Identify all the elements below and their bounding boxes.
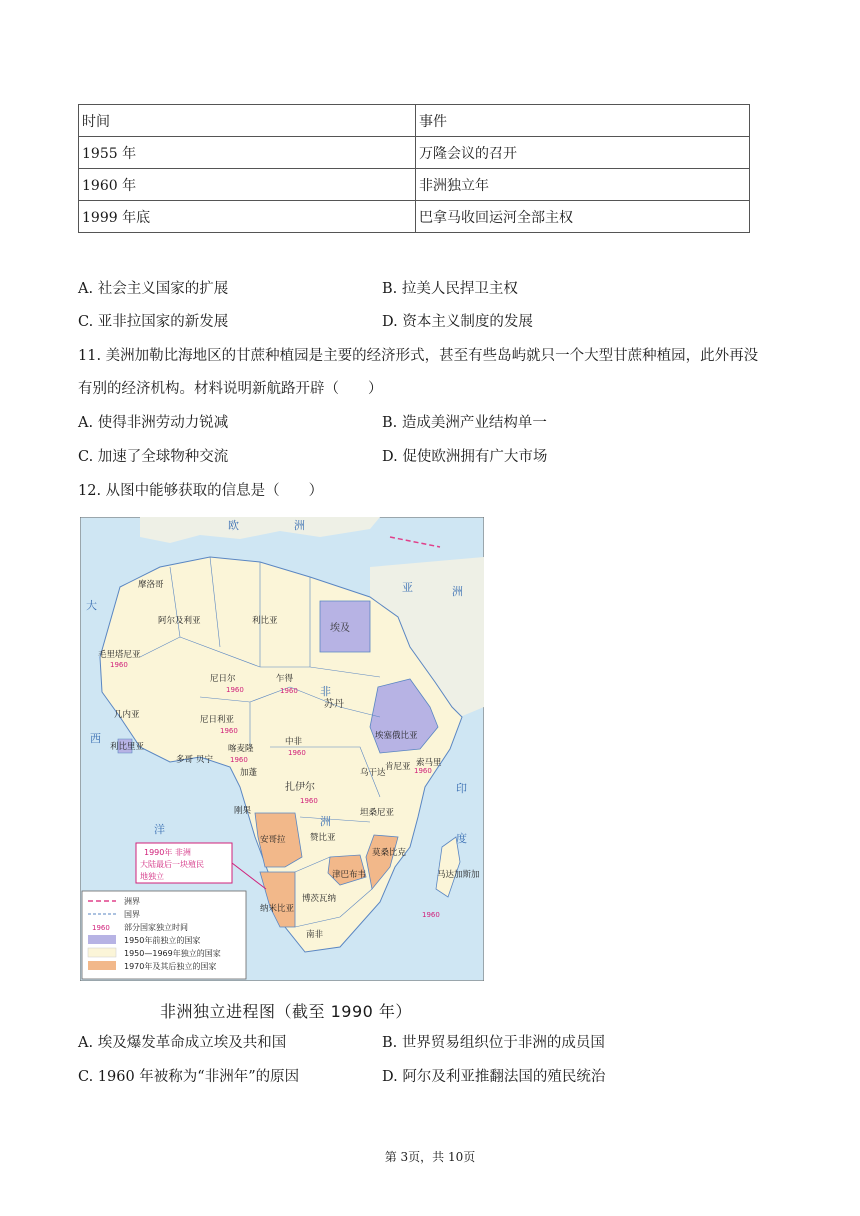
map-country-niger: 尼日尔 bbox=[210, 674, 236, 684]
legend-year-sample: 1960 bbox=[92, 924, 110, 932]
map-year-nigeria: 1960 bbox=[220, 727, 238, 735]
map-label-atlantic-3: 洋 bbox=[154, 823, 165, 836]
q11-option-c[interactable]: C. 加速了全球物种交流 bbox=[78, 449, 229, 465]
map-year-mauritania: 1960 bbox=[110, 661, 128, 669]
table-header-cell: 事件 bbox=[416, 105, 750, 137]
map-year-niger: 1960 bbox=[226, 686, 244, 694]
q12-option-a[interactable]: A. 埃及爆发革命成立埃及共和国 bbox=[78, 1035, 287, 1051]
table-row bbox=[79, 201, 750, 233]
table-row bbox=[79, 169, 750, 201]
map-label-europe-1: 欧 bbox=[228, 519, 239, 532]
map-callout-line2: 大陆最后一块殖民 bbox=[140, 860, 204, 869]
legend-label-1950-69: 1950—1969年独立的国家 bbox=[124, 949, 221, 958]
map-year-madagascar: 1960 bbox=[422, 911, 440, 919]
q10-option-b[interactable]: B. 拉美人民捍卫主权 bbox=[382, 281, 518, 297]
map-year-zaire: 1960 bbox=[300, 797, 318, 805]
map-country-mauritania: 毛里塔尼亚 bbox=[98, 650, 141, 660]
map-caption: 非洲独立进程图（截至 1990 年） bbox=[160, 1002, 412, 1021]
q11-option-d[interactable]: D. 促使欧洲拥有广大市场 bbox=[382, 449, 548, 465]
map-country-central: 中非 bbox=[285, 737, 303, 747]
map-label-africa-1: 非 bbox=[320, 685, 331, 698]
map-label-africa-2: 洲 bbox=[320, 815, 331, 828]
map-country-south-africa: 南非 bbox=[306, 930, 324, 940]
table-cell: 非洲独立年 bbox=[416, 169, 750, 201]
table-cell: 1955 年 bbox=[79, 137, 416, 169]
map-country-sudan: 苏丹 bbox=[324, 699, 344, 710]
q11-option-a[interactable]: A. 使得非洲劳动力锐减 bbox=[78, 415, 229, 431]
map-country-somalia: 索马里 bbox=[416, 758, 442, 768]
map-callout-line3: 地独立 bbox=[140, 872, 164, 881]
map-country-liberia: 利比里亚 bbox=[110, 742, 145, 752]
map-year-cameroon: 1960 bbox=[230, 756, 248, 764]
table-cell: 1999 年底 bbox=[79, 201, 416, 233]
map-country-zimbabwe: 津巴布韦 bbox=[332, 870, 367, 880]
map-country-angola: 安哥拉 bbox=[260, 835, 286, 845]
map-country-zambia: 赞比亚 bbox=[310, 833, 336, 843]
q11-stem-line1: 11. 美洲加勒比海地区的甘蔗种植园是主要的经济形式，甚至有些岛屿就只一个大型甘蔗种植园，此外再没 bbox=[78, 348, 759, 364]
legend-label-pre1950: 1950年前独立的国家 bbox=[124, 936, 201, 945]
table-header-cell: 时间 bbox=[79, 105, 416, 137]
q12-option-d[interactable]: D. 阿尔及利亚推翻法国的殖民统治 bbox=[382, 1069, 606, 1085]
events-table bbox=[78, 104, 750, 233]
map-year-chad: 1960 bbox=[280, 687, 298, 695]
map-country-guinea: 几内亚 bbox=[114, 710, 140, 720]
page-footer: 第 3页，共 10页 bbox=[384, 1150, 476, 1164]
table-header-row bbox=[79, 105, 750, 137]
q11-stem-line2: 有别的经济机构。材料说明新航路开辟（ ） bbox=[78, 381, 383, 397]
map-country-zaire: 扎伊尔 bbox=[285, 782, 315, 793]
map-country-uganda: 乌干达 bbox=[360, 768, 386, 778]
map-country-nigeria: 尼日利亚 bbox=[200, 715, 235, 725]
map-label-asia-1: 亚 bbox=[402, 581, 413, 594]
map-country-tanzania: 坦桑尼亚 bbox=[360, 808, 395, 818]
q11-option-b[interactable]: B. 造成美洲产业结构单一 bbox=[382, 415, 547, 431]
legend-label-year: 部分国家独立时间 bbox=[124, 923, 188, 932]
q12-option-c[interactable]: C. 1960 年被称为“非洲年”的原因 bbox=[78, 1069, 300, 1085]
table-cell: 万隆会议的召开 bbox=[416, 137, 750, 169]
legend-label-continent: 洲界 bbox=[124, 897, 140, 906]
africa-independence-map bbox=[80, 517, 484, 981]
legend-swatch-post1970 bbox=[88, 961, 116, 970]
map-label-atlantic-2: 西 bbox=[90, 732, 101, 745]
map-country-madagascar: 马达加斯加 bbox=[437, 870, 480, 880]
map-country-benin: 贝宁 bbox=[196, 755, 214, 765]
table-cell: 1960 年 bbox=[79, 169, 416, 201]
table-cell: 巴拿马收回运河全部主权 bbox=[416, 201, 750, 233]
map-country-namibia: 纳米比亚 bbox=[260, 904, 295, 914]
map-country-botswana: 博茨瓦纳 bbox=[302, 894, 337, 904]
q12-stem: 12. 从图中能够获取的信息是（ ） bbox=[78, 483, 324, 499]
map-country-togo: 多哥 bbox=[176, 755, 194, 765]
q12-option-b[interactable]: B. 世界贸易组织位于非洲的成员国 bbox=[382, 1035, 605, 1051]
map-country-cameroon: 喀麦隆 bbox=[228, 744, 254, 754]
map-year-central: 1960 bbox=[288, 749, 306, 757]
map-label-atlantic-1: 大 bbox=[86, 599, 97, 612]
map-country-egypt: 埃及 bbox=[330, 623, 350, 634]
legend-swatch-1950-69 bbox=[88, 948, 116, 957]
map-callout-line1: 1990年 非洲 bbox=[144, 848, 191, 857]
map-country-algeria: 阿尔及利亚 bbox=[158, 616, 201, 626]
table-row bbox=[79, 137, 750, 169]
q10-option-d[interactable]: D. 资本主义制度的发展 bbox=[382, 314, 533, 330]
legend-label-post1970: 1970年及其后独立的国家 bbox=[124, 962, 217, 971]
map-country-kenya: 肯尼亚 bbox=[385, 762, 411, 772]
map-label-indian-1: 印 bbox=[456, 782, 467, 795]
map-label-indian-2: 度 bbox=[456, 832, 467, 845]
map-country-morocco: 摩洛哥 bbox=[138, 580, 164, 590]
q10-option-c[interactable]: C. 亚非拉国家的新发展 bbox=[78, 314, 229, 330]
map-label-asia-2: 洲 bbox=[452, 585, 463, 598]
map-country-gabon: 加蓬 bbox=[240, 768, 258, 778]
q10-option-a[interactable]: A. 社会主义国家的扩展 bbox=[78, 281, 229, 297]
map-label-europe-2: 洲 bbox=[294, 519, 305, 532]
map-country-chad: 乍得 bbox=[276, 674, 294, 684]
map-country-ethiopia: 埃塞俄比亚 bbox=[375, 731, 418, 741]
map-country-congo: 刚果 bbox=[234, 806, 252, 816]
map-country-libya: 利比亚 bbox=[252, 616, 278, 626]
legend-label-border: 国界 bbox=[124, 910, 140, 919]
legend-swatch-pre1950 bbox=[88, 935, 116, 944]
map-year-somalia: 1960 bbox=[414, 767, 432, 775]
map-country-mozambique: 莫桑比克 bbox=[372, 848, 407, 858]
